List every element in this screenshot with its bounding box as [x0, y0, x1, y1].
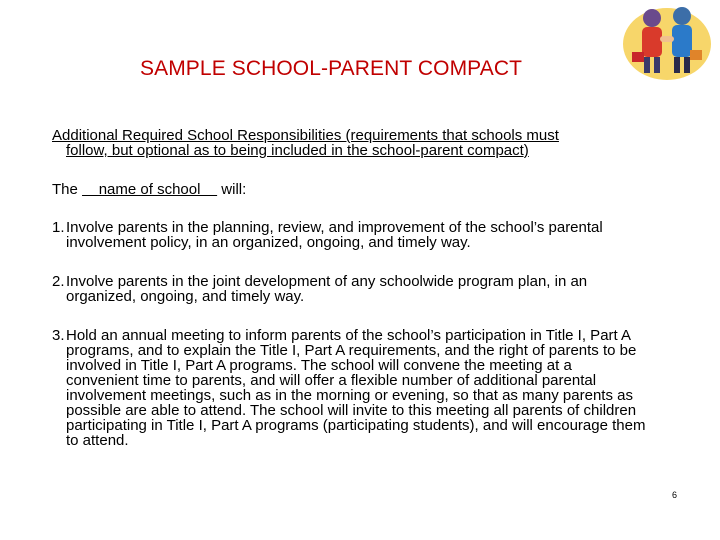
list-item-line: convenient time to parents, and will offer a flexible number of additional parental — [66, 372, 597, 389]
section-heading-line2: follow, but optional as to being included in the school-parent compact) — [66, 142, 529, 159]
list-item — [52, 274, 692, 304]
list-item-number: 3. — [52, 327, 65, 344]
intro-prefix: The — [52, 181, 78, 198]
list-item-line: involved in Title I, Part A programs. The school will convene the meeting at a — [66, 357, 572, 374]
school-name-blank: name of school — [82, 181, 218, 198]
intro-line — [52, 182, 246, 198]
list-item-line: involvement meetings, such as in the morning or evening, so that as many parents as — [66, 387, 633, 404]
page-title: SAMPLE SCHOOL-PARENT COMPACT — [140, 57, 523, 80]
section-heading-line1: Additional Required School Responsibilities (requirements that schools must — [52, 127, 559, 144]
list-item-line: Involve parents in the joint development of any schoolwide program plan, in an — [66, 273, 588, 290]
list-item-line: involvement policy, in an organized, ongoing, and timely way. — [66, 234, 471, 251]
list-item-line: to attend. — [66, 432, 129, 449]
section-heading — [52, 128, 692, 158]
list-item-number: 1. — [52, 219, 65, 236]
list-item-number: 2. — [52, 273, 65, 290]
list-item-line: organized, ongoing, and timely way. — [66, 288, 305, 305]
list-item — [52, 220, 692, 250]
intro-suffix: will: — [221, 181, 247, 198]
parents-handshake-clipart — [620, 0, 714, 82]
page-number: 6 — [672, 490, 678, 500]
list-item-line: Hold an annual meeting to inform parents of the school’s participation in Title I, Part A — [66, 327, 632, 344]
list-item — [52, 328, 692, 448]
list-item-line: possible are able to attend. The school will invite to this meeting all parents of children — [66, 402, 637, 419]
list-item-line: Involve parents in the planning, review, and improvement of the school’s parental — [66, 219, 603, 236]
list-item-line: programs, and to explain the Title I, Part A requirements, and the right of parents to be — [66, 342, 637, 359]
list-item-line: participating in Title I, Part A programs (participating students), and will encourage them — [66, 417, 646, 434]
